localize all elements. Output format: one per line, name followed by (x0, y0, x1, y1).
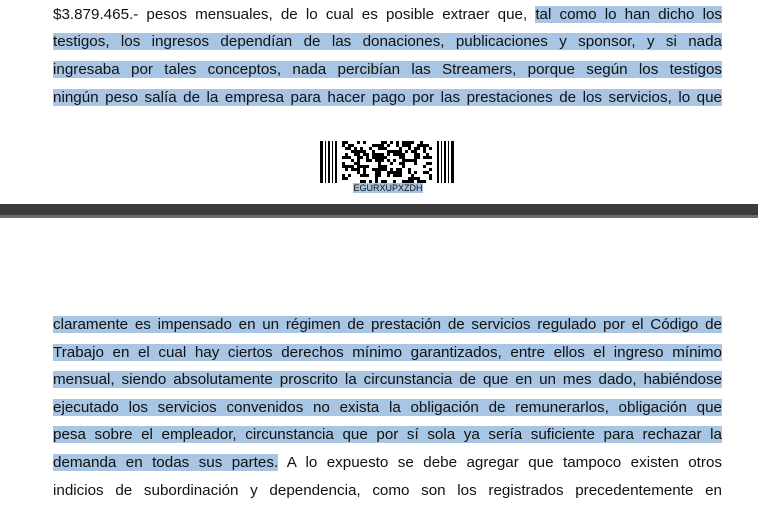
document-page-bottom (0, 218, 758, 506)
selected-text: testigos, los ingresos dependían de las donaciones, publicaciones y sponsor, y si nada (53, 33, 722, 50)
page-separator (0, 204, 758, 218)
text-line (53, 4, 722, 26)
text-line (53, 87, 722, 109)
selected-text: ejecutado los servicios convenidos no exista la obligación de remunerarlos, obligación que (53, 399, 722, 416)
text-line (53, 342, 722, 364)
text-line (53, 369, 722, 391)
text-line (53, 452, 722, 474)
selected-text: tal como lo han dicho los (535, 6, 722, 23)
text-line (53, 314, 722, 336)
text-line (53, 397, 722, 419)
selected-text: demanda en todas sus partes. (53, 454, 279, 471)
text-line (53, 480, 722, 502)
selected-text: claramente es impensado en un régimen de prestación de servicios regulado por el Código de (53, 316, 722, 333)
document-page-top (0, 0, 758, 204)
plain-text: $3.879.465.- pesos mensuales, de lo cual es posible extraer que, (53, 6, 536, 23)
text-line (53, 59, 722, 81)
text-line (53, 31, 722, 53)
selected-text: Trabajo en el cual hay ciertos derechos mínimo garantizados, entre ellos el ingreso mínimo (53, 344, 722, 361)
barcode-graphic (320, 141, 456, 183)
barcode-code: EGURXUPXZDH (353, 183, 423, 193)
plain-text: A lo expuesto se debe agregar que tampoco existen otros (278, 454, 722, 471)
selected-text: ingresaba por tales conceptos, nada percibían las Streamers, porque según los testigos (53, 61, 722, 78)
plain-text: indicios de subordinación y dependencia, como son los registrados precedentemente en (53, 482, 722, 499)
text-line (53, 424, 722, 446)
selected-text: ningún peso salía de la empresa para hacer pago por las prestaciones de los servicios, lo que (53, 89, 722, 106)
selected-text: mensual, siendo absolutamente proscrito la circunstancia de que en un mes dado, habiéndose (53, 371, 722, 388)
selected-text: pesa sobre el empleador, circunstancia que por sí sola ya sería suficiente para rechazar la (53, 426, 722, 443)
barcode (320, 141, 456, 195)
